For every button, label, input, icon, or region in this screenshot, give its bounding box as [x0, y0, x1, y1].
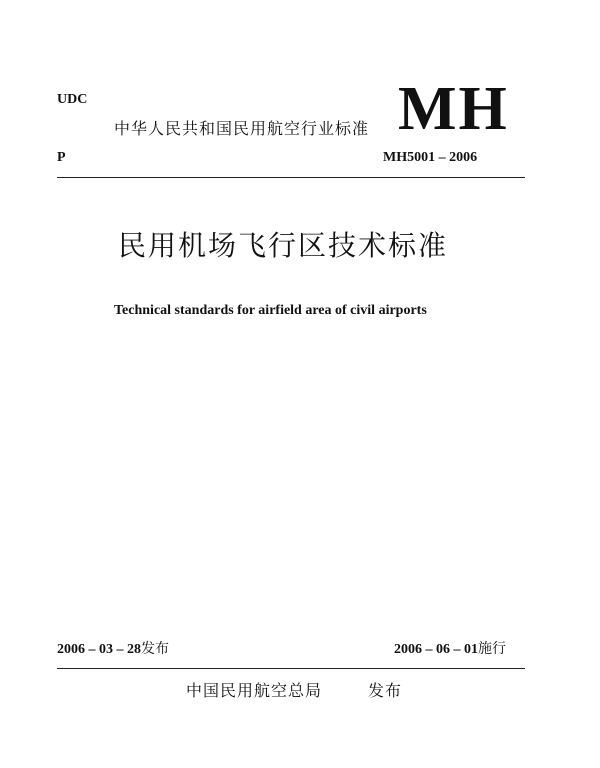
- issue-label: 发布: [141, 641, 169, 657]
- issue-date-line: [57, 638, 169, 658]
- industry-standard-name: 中华人民共和国民用航空行业标准: [114, 119, 370, 138]
- top-divider: [57, 177, 525, 178]
- classification-code: P: [57, 150, 66, 165]
- implementation-date-line: [394, 638, 506, 658]
- standard-number: MH5001 – 2006: [383, 150, 478, 165]
- publisher-name: 中国民用航空总局: [186, 681, 323, 700]
- bottom-divider: [57, 668, 525, 669]
- document-title-chinese: 民用机场飞行区技术标准: [118, 229, 449, 262]
- document-title-english: Technical standards for airfield area of civil airports: [114, 303, 427, 318]
- udc-label: UDC: [57, 92, 88, 107]
- mh-logo: MH: [398, 75, 509, 143]
- implementation-label: 施行: [478, 641, 506, 657]
- issue-date: 2006 – 03 – 28: [57, 642, 141, 657]
- implementation-date: 2006 – 06 – 01: [394, 642, 478, 657]
- published-label: 发布: [368, 681, 403, 700]
